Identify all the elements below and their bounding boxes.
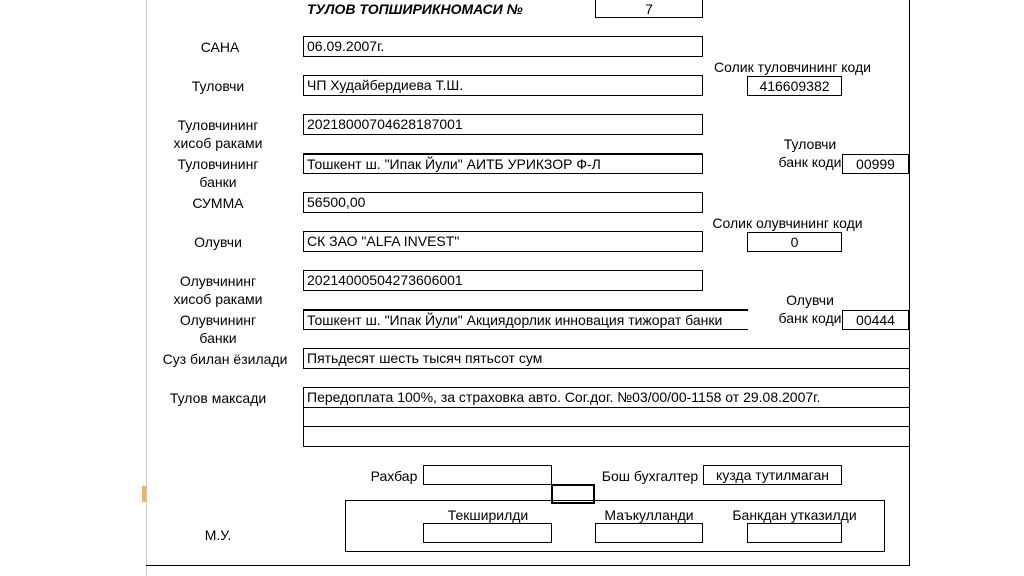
sheet-bottom-border <box>146 565 910 566</box>
receiver-label: Олувчи <box>194 234 242 250</box>
payer-bank-field[interactable]: Тошкент ш. "Ипак Йули" АИТБ УРИКЗОР Ф-Л <box>303 153 703 174</box>
receiver-bank-label <box>158 311 278 347</box>
purpose-field-line3[interactable] <box>303 426 910 447</box>
sheet-right-border <box>909 0 910 566</box>
payer-account-field[interactable]: 20218000704628187001 <box>303 114 703 135</box>
amount-words-label: Суз билан ёзилади <box>162 351 288 367</box>
amount-label: СУММА <box>192 195 244 211</box>
receiver-account-label-line1: Олувчининг <box>179 273 257 289</box>
head-signature-label: Рахбар <box>370 468 418 484</box>
head-signature-field[interactable] <box>423 465 552 485</box>
bank-sent-label: Банкдан утказилди <box>732 507 857 523</box>
receiver-tax-code-label: Солик олувчининг коди <box>712 215 863 231</box>
receiver-account-label <box>158 272 278 308</box>
approved-label: Маъкулланди <box>604 507 694 523</box>
stamp-label: М.У. <box>204 527 232 543</box>
receiver-bank-code-label-line1: Олувчи <box>786 292 834 308</box>
receiver-bank-label-line1: Олувчининг <box>179 312 257 328</box>
payer-bank-code-field[interactable]: 00999 <box>842 154 909 174</box>
payer-bank-code-label-line2: банк коди <box>778 154 842 170</box>
payer-bank-label-line2: банки <box>199 174 237 190</box>
date-label: САНА <box>200 39 240 55</box>
sheet-left-edge <box>146 0 147 576</box>
payer-bank-code-label-line1: Туловчи <box>783 136 837 152</box>
document-number: 7 <box>595 0 703 18</box>
payer-tax-code-label: Солик туловчининг коди <box>714 59 871 75</box>
payer-account-label-line1: Туловчининг <box>177 117 259 133</box>
receiver-bank-label-line2: банки <box>199 330 237 346</box>
receiver-bank-code-label-line2: банк коди <box>778 310 842 326</box>
payer-bank-label <box>158 155 278 191</box>
payer-tax-code-field[interactable]: 416609382 <box>747 76 842 96</box>
checked-field[interactable] <box>423 523 552 543</box>
accountant-label: Бош бухгалтер <box>601 468 699 484</box>
payer-label: Туловчи <box>191 78 245 94</box>
checked-label: Текширилди <box>447 507 529 523</box>
receiver-bank-field[interactable]: Тошкент ш. "Ипак Йули" Акциядорлик инновация тижорат банки <box>303 309 748 330</box>
payer-field[interactable]: ЧП Худайбердиева Т.Ш. <box>303 75 703 96</box>
bank-sent-field[interactable] <box>747 523 842 543</box>
amount-words-field[interactable]: Пятьдесят шесть тысяч пятьсот сум <box>303 348 910 369</box>
payer-account-label-line2: хисоб раками <box>173 135 263 151</box>
amount-field[interactable]: 56500,00 <box>303 192 703 213</box>
date-field[interactable]: 06.09.2007г. <box>303 36 703 57</box>
payer-account-label <box>158 116 278 152</box>
purpose-field-line2[interactable] <box>303 407 910 427</box>
receiver-field[interactable]: СК ЗАО "ALFA INVEST" <box>303 231 703 252</box>
row-header-marker <box>142 486 146 502</box>
receiver-tax-code-field[interactable]: 0 <box>747 232 842 252</box>
accountant-field[interactable]: кузда тутилмаган <box>703 465 842 485</box>
receiver-account-field[interactable]: 20214000504273606001 <box>303 270 703 291</box>
receiver-account-label-line2: хисоб раками <box>173 291 263 307</box>
purpose-field[interactable]: Передоплата 100%, за страховка авто. Сог.дог. №03/00/00-1158 от 29.08.2007г. <box>303 387 910 408</box>
receiver-bank-code-field[interactable]: 00444 <box>842 310 909 330</box>
purpose-label: Тулов максади <box>169 390 267 406</box>
payer-bank-label-line1: Туловчининг <box>177 156 259 172</box>
approved-field[interactable] <box>595 523 703 543</box>
document-title: ТУЛОВ ТОПШИРИКНОМАСИ № <box>307 1 523 17</box>
